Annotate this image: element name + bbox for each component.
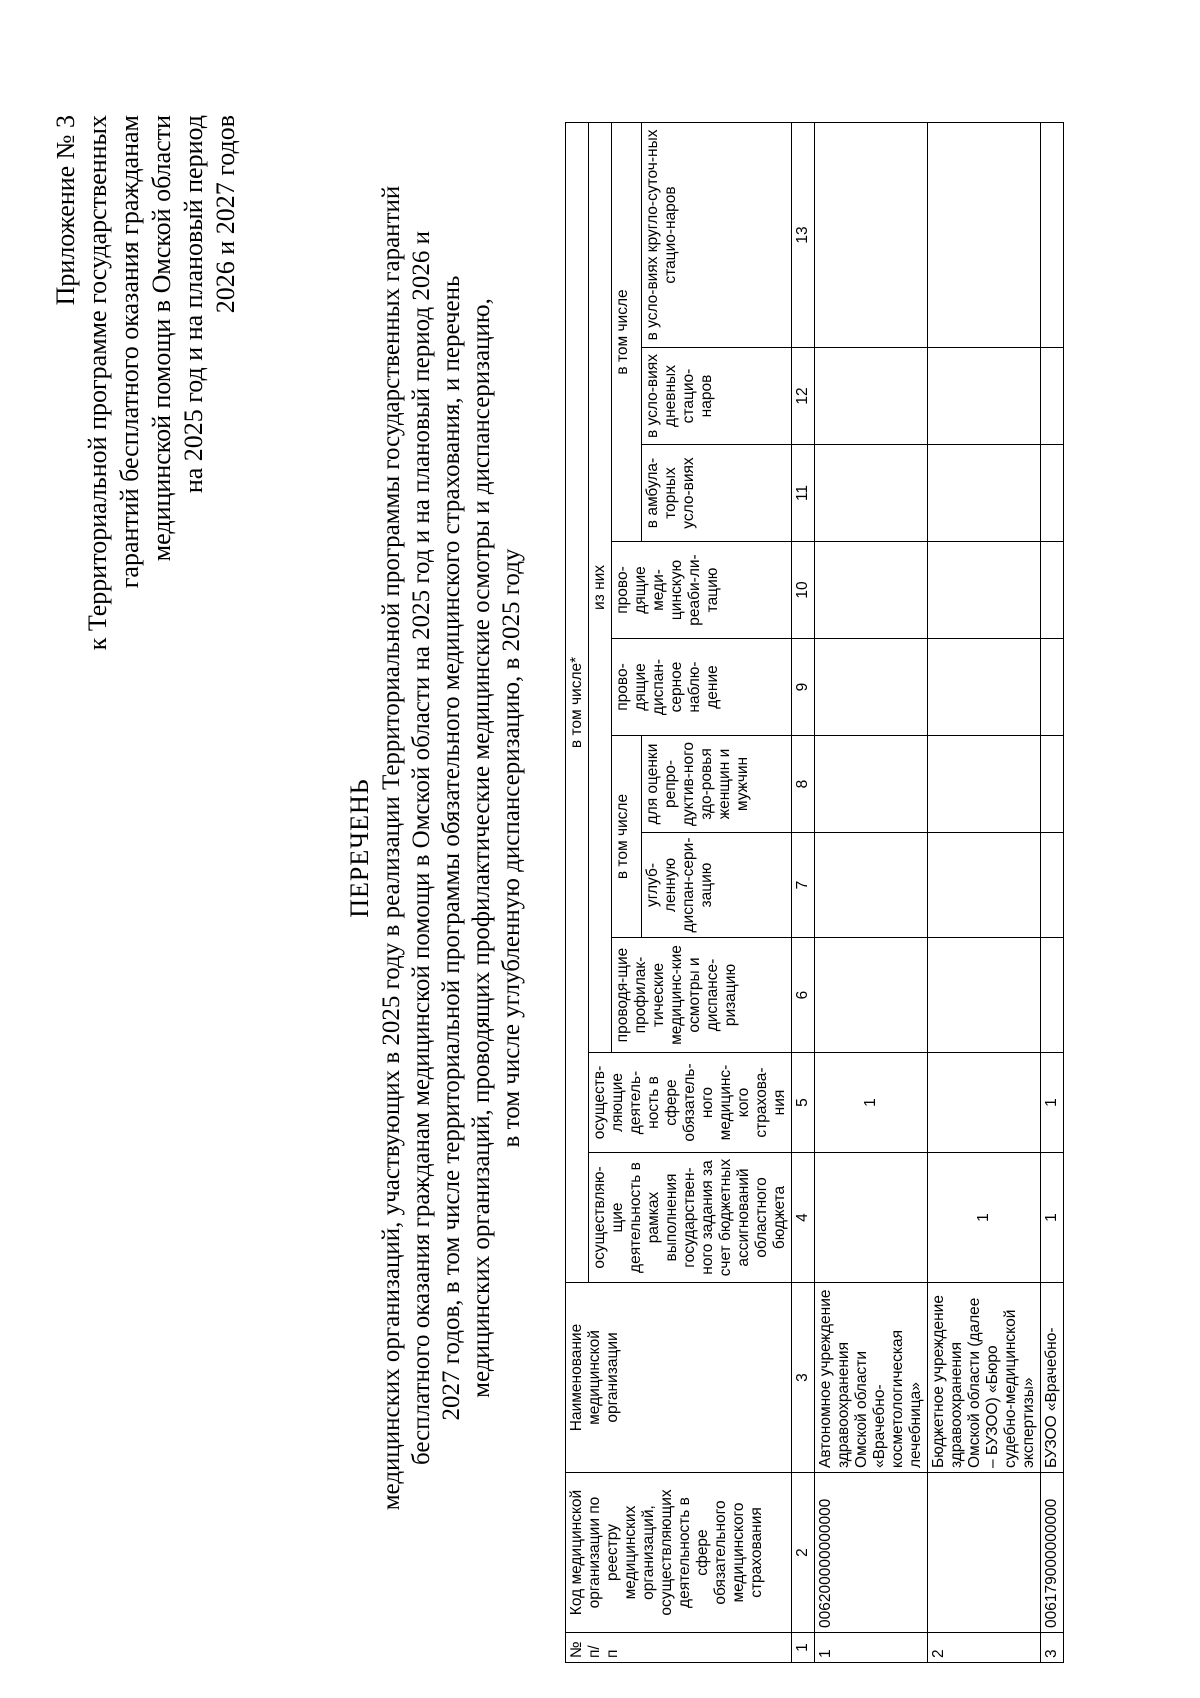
header-incl-2: в том числе (612, 122, 642, 541)
subtitle-line: в том числе углубленную диспансеризацию, в 2025 году (498, 548, 525, 1148)
header-day: в усло-виях дневных стацио-наров (642, 348, 792, 445)
header-incl-1: в том числе (612, 736, 642, 938)
header-oms: осуществ-ляющие деятель-ность в сфере обязатель-ного медицинс-кого страхова-ния (589, 1053, 792, 1153)
col-number: 1 (792, 1633, 815, 1663)
cell-num: 3 (1041, 1633, 1064, 1663)
header-code: Код медицинской организации по реестру медицинских организаций, осуществляющих деятельность в сфере обязательного медицинского страхования (566, 1473, 792, 1633)
cell-empty (1041, 348, 1064, 445)
col-number: 3 (792, 1283, 815, 1473)
cell-empty (1041, 736, 1064, 833)
col-number: 11 (792, 445, 815, 542)
cell-oms (928, 1053, 1041, 1153)
cell-empty (928, 938, 1041, 1053)
cell-empty (815, 833, 928, 938)
subtitle-line: бесплатного оказания гражданам медицинской помощи в Омской области на 2025 год и на плановый период 2026 и (408, 231, 435, 1465)
annex-line: на 2025 год и на плановый период (179, 115, 208, 494)
cell-empty (815, 639, 928, 736)
organizations-table (565, 122, 1064, 1663)
col-number: 4 (792, 1153, 815, 1283)
header-rehab: прово-дящие меди-цинскую реаби-ли-тацию (612, 542, 792, 639)
cell-empty (1041, 938, 1064, 1053)
cell-name: Бюджетное учреждение здравоохранения Омской области (далее – БУЗОО) «Бюро судебно-медицинской экспертизы» (928, 1283, 1041, 1473)
header-from-them: из них (589, 122, 612, 1052)
cell-num: 2 (928, 1633, 1041, 1663)
annex-header (50, 115, 242, 675)
cell-empty (1041, 122, 1064, 347)
cell-empty (1041, 542, 1064, 639)
cell-name: Автономное учреждение здравоохранения Омской области «Врачебно-косметологическая лечебница» (815, 1283, 928, 1473)
annex-line: гарантий бесплатного оказания гражданам (115, 115, 144, 589)
cell-empty (815, 736, 928, 833)
cell-empty (928, 122, 1041, 347)
cell-num: 1 (815, 1633, 928, 1663)
col-number: 5 (792, 1053, 815, 1153)
cell-budget: 1 (1041, 1153, 1064, 1283)
header-disp-observation: прово-дящие диспан-серное наблю-дение (612, 639, 792, 736)
cell-code: 006200000000000 (815, 1473, 928, 1633)
table-row (928, 122, 1041, 1662)
subtitle-line: 2027 годов, в том числе территориальной программы обязательного медицинского страхования, и перечень (438, 275, 465, 1421)
table-row (1041, 122, 1064, 1662)
col-number: 12 (792, 348, 815, 445)
document-subtitle (377, 58, 527, 1638)
document-title: ПЕРЕЧЕНЬ (345, 778, 374, 918)
annex-line: 2026 и 2027 годов (211, 115, 240, 314)
cell-empty (815, 938, 928, 1053)
cell-oms: 1 (815, 1053, 928, 1153)
col-number: 8 (792, 736, 815, 833)
header-num: № п/п (566, 1633, 792, 1663)
cell-empty (928, 736, 1041, 833)
annex-line: медицинской помощи в Омской области (147, 115, 176, 562)
subtitle-line: медицинских организаций, проводящих профилактические медицинские осмотры и диспансеризацию, (468, 298, 495, 1398)
header-budget: осуществляю-щие деятельность в рамках выполнения государствен-ного задания за счет бюджетных ассигнований областного бюджета (589, 1153, 792, 1283)
cell-empty (1041, 445, 1064, 542)
annex-line: к Территориальной программе государственных (83, 115, 112, 651)
subtitle-line: медицинских организаций, участвующих в 2025 году в реализации Территориальной программы государственных гарантий (378, 185, 405, 1511)
cell-code: 006179000000000 (1041, 1473, 1064, 1633)
col-number: 10 (792, 542, 815, 639)
cell-budget (815, 1153, 928, 1283)
cell-empty (928, 445, 1041, 542)
col-number: 6 (792, 938, 815, 1053)
header-repro: для оценки репро-дуктив-ного здо-ровья женщин и мужчин (642, 736, 792, 833)
header-ambul: в амбула-торных усло-виях (642, 445, 792, 542)
cell-empty (815, 542, 928, 639)
cell-empty (1041, 639, 1064, 736)
document-title-block (345, 58, 527, 1638)
header-name: Наименование медицинской организации (566, 1283, 792, 1473)
col-number: 9 (792, 639, 815, 736)
annex-line: Приложение № 3 (51, 115, 80, 306)
col-number: 2 (792, 1473, 815, 1633)
cell-empty (1041, 833, 1064, 938)
col-number: 13 (792, 122, 815, 347)
cell-oms: 1 (1041, 1053, 1064, 1153)
cell-empty (815, 348, 928, 445)
header-deep: углуб-ленную диспан-сери-зацию (642, 833, 792, 938)
header-in-total: в том числе* (566, 122, 589, 1282)
table-row (815, 122, 928, 1662)
header-round: в усло-виях кругло-суточ-ных стацио-наров (642, 122, 792, 347)
cell-empty (928, 348, 1041, 445)
cell-empty (928, 542, 1041, 639)
cell-empty (928, 639, 1041, 736)
cell-empty (815, 122, 928, 347)
cell-name: БУЗОО «Врачебно- (1041, 1283, 1064, 1473)
cell-empty (815, 445, 928, 542)
cell-code (928, 1473, 1041, 1633)
header-prof: проводя-щие профилак-тические медицинс-кие осмотры и диспансе-ризацию (612, 938, 792, 1053)
cell-budget: 1 (928, 1153, 1041, 1283)
cell-empty (928, 833, 1041, 938)
col-number: 7 (792, 833, 815, 938)
